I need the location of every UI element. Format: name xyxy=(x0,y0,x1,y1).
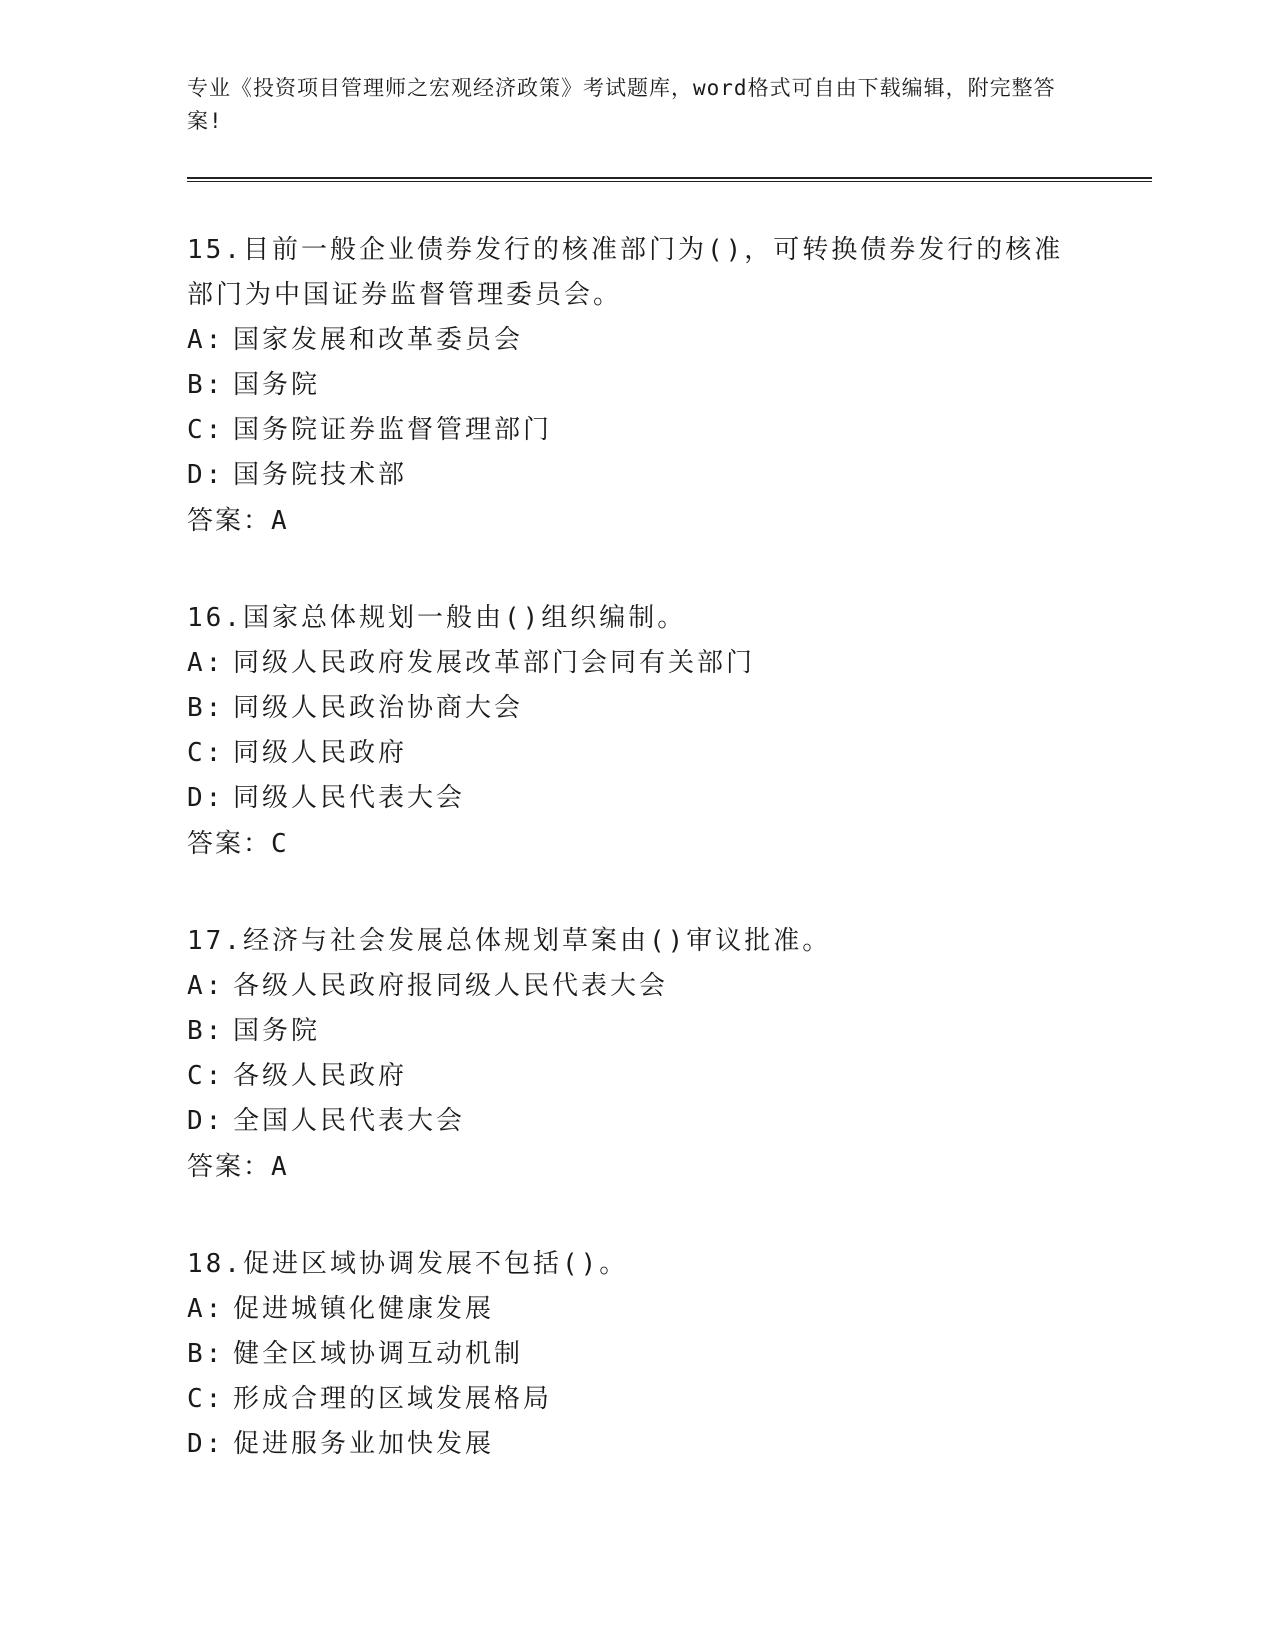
option-c xyxy=(187,408,1152,453)
option-a xyxy=(187,1287,1152,1332)
option-text: 各级人民政府报同级人民代表大会 xyxy=(233,971,669,1001)
option-text: 同级人民政府发展改革部门会同有关部门 xyxy=(233,648,756,678)
option-label: C: xyxy=(187,1384,225,1414)
option-label: D: xyxy=(187,460,225,490)
question-stem: 18.促进区域协调发展不包括()。 xyxy=(187,1249,629,1279)
option-text: 同级人民政府 xyxy=(233,738,408,768)
option-a xyxy=(187,318,1152,363)
answer-label: 答案： xyxy=(187,506,272,536)
option-text: 国务院 xyxy=(233,370,321,400)
question-stem: 15.目前一般企业债券发行的核准部门为()，可转换债券发行的核准部门为中国证券监督管理委员会。 xyxy=(187,235,1064,310)
option-c xyxy=(187,1377,1152,1422)
answer-value: A xyxy=(271,1152,289,1182)
option-d xyxy=(187,1422,1152,1467)
option-label: B: xyxy=(187,370,225,400)
option-text: 全国人民代表大会 xyxy=(233,1106,466,1136)
option-text: 国家发展和改革委员会 xyxy=(233,325,524,355)
option-d xyxy=(187,453,1152,498)
option-text: 健全区域协调互动机制 xyxy=(233,1339,524,1369)
option-label: D: xyxy=(187,783,225,813)
answer-value: A xyxy=(271,506,289,536)
option-label: C: xyxy=(187,1061,225,1091)
option-b xyxy=(187,1332,1152,1377)
option-b xyxy=(187,1009,1152,1054)
option-text: 国务院证券监督管理部门 xyxy=(233,415,553,445)
option-a xyxy=(187,964,1152,1009)
answer-label: 答案： xyxy=(187,1152,272,1182)
option-a xyxy=(187,641,1152,686)
option-text: 同级人民政治协商大会 xyxy=(233,693,524,723)
option-d xyxy=(187,776,1152,821)
option-text: 同级人民代表大会 xyxy=(233,783,466,813)
question-15 xyxy=(187,228,1152,544)
answer-label: 答案： xyxy=(187,829,272,859)
document-intro: 专业《投资项目管理师之宏观经济政策》考试题库，word格式可自由下载编辑，附完整答案! xyxy=(187,76,1056,133)
answer xyxy=(187,498,1152,544)
option-c xyxy=(187,1054,1152,1099)
option-d xyxy=(187,1099,1152,1144)
option-text: 国务院技术部 xyxy=(233,460,408,490)
option-label: D: xyxy=(187,1429,225,1459)
option-label: B: xyxy=(187,1016,225,1046)
option-text: 国务院 xyxy=(233,1016,321,1046)
option-label: C: xyxy=(187,738,225,768)
header-divider xyxy=(187,177,1152,179)
option-c xyxy=(187,731,1152,776)
option-text: 促进服务业加快发展 xyxy=(233,1429,495,1459)
option-label: A: xyxy=(187,1294,225,1324)
document-page xyxy=(187,72,1152,1519)
answer xyxy=(187,821,1152,867)
option-b xyxy=(187,686,1152,731)
option-label: A: xyxy=(187,648,225,678)
answer-value: C xyxy=(271,829,289,859)
question-stem: 16.国家总体规划一般由()组织编制。 xyxy=(187,603,687,633)
option-label: B: xyxy=(187,693,225,723)
question-17 xyxy=(187,919,1152,1190)
question-stem: 17.经济与社会发展总体规划草案由()审议批准。 xyxy=(187,926,832,956)
answer xyxy=(187,1144,1152,1190)
option-label: A: xyxy=(187,971,225,1001)
option-label: A: xyxy=(187,325,225,355)
question-16 xyxy=(187,596,1152,867)
option-text: 促进城镇化健康发展 xyxy=(233,1294,495,1324)
option-text: 形成合理的区域发展格局 xyxy=(233,1384,553,1414)
option-label: C: xyxy=(187,415,225,445)
option-label: B: xyxy=(187,1339,225,1369)
option-text: 各级人民政府 xyxy=(233,1061,408,1091)
option-label: D: xyxy=(187,1106,225,1136)
option-b xyxy=(187,363,1152,408)
question-list xyxy=(187,228,1152,1467)
question-18 xyxy=(187,1242,1152,1467)
